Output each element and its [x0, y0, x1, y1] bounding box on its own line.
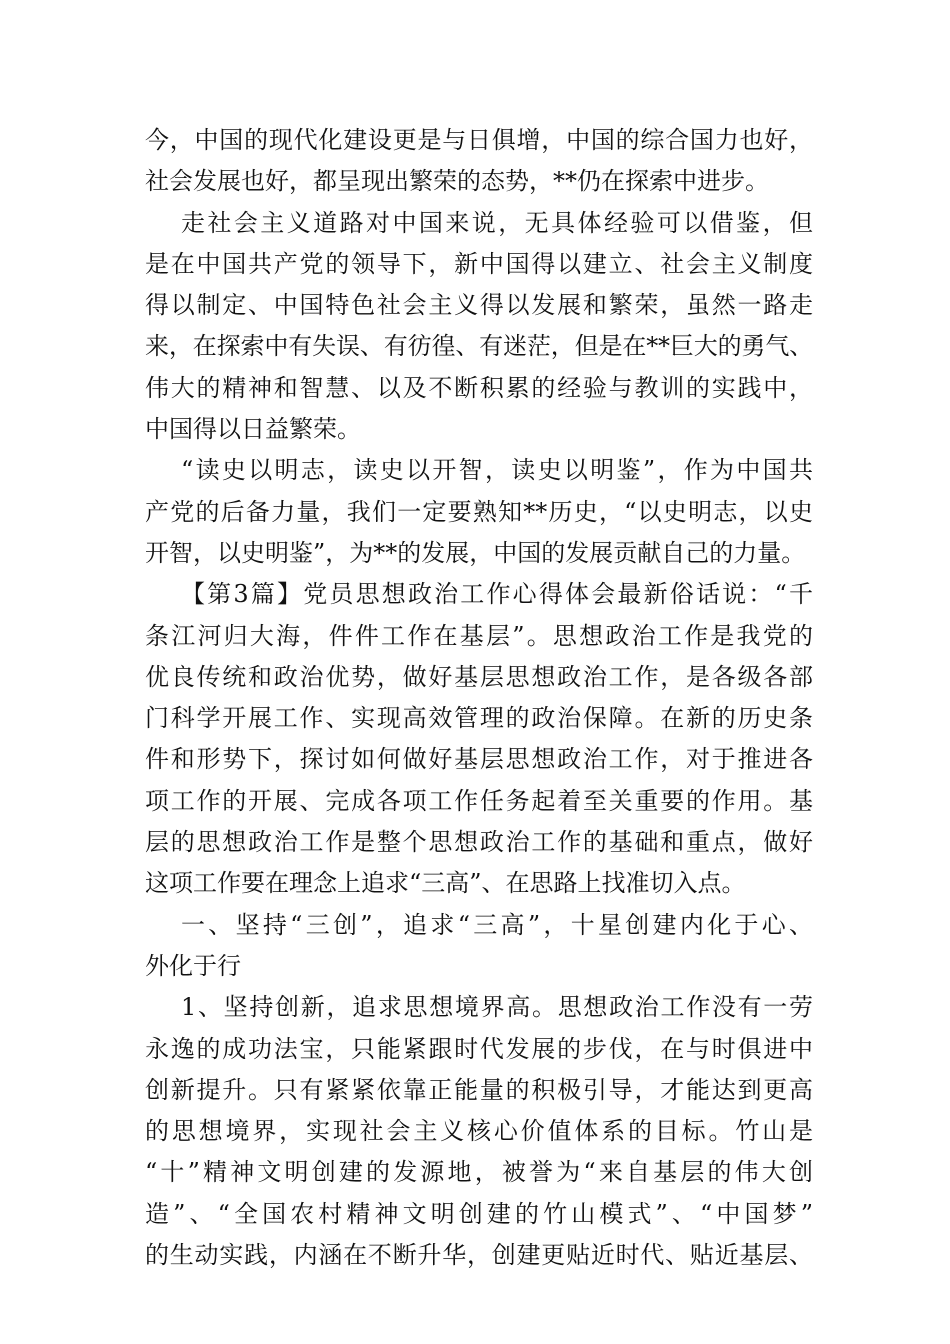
text-line: “十”精神文明创建的发源地，被誉为“来自基层的伟大创: [145, 1158, 813, 1187]
text-line: 开智，以史明鉴”，为**的发展，中国的发展贡献自己的力量。: [145, 538, 806, 567]
text-line: 来，在探索中有失误、有彷徨、有迷茫，但是在**巨大的勇气、: [145, 332, 813, 361]
text-line: 是在中国共产党的领导下，新中国得以建立、社会主义制度: [145, 249, 813, 278]
text-line: 得以制定、中国特色社会主义得以发展和繁荣，虽然一路走: [145, 291, 813, 320]
text-line: 产党的后备力量，我们一定要熟知**历史，“以史明志，以史: [145, 497, 813, 526]
text-line: 优良传统和政治优势，做好基层思想政治工作，是各级各部: [145, 662, 813, 691]
text-line: 的生动实践，内涵在不断升华，创建更贴近时代、贴近基层、: [145, 1241, 813, 1270]
text-line: 社会发展也好，都呈现出繁荣的态势，**仍在探索中进步。: [145, 167, 769, 196]
text-line: 项工作的开展、完成各项工作任务起着至关重要的作用。基: [145, 786, 813, 815]
text-line: 的思想境界，实现社会主义核心价值体系的目标。竹山是: [145, 1117, 813, 1146]
text-line: 1、坚持创新，追求思想境界高。思想政治工作没有一劳: [181, 993, 813, 1022]
text-line: 【第3篇】党员思想政治工作心得体会最新俗话说：“千: [181, 580, 813, 609]
text-line: 今，中国的现代化建设更是与日俱增，中国的综合国力也好，: [145, 126, 813, 154]
document-body: [145, 120, 813, 1276]
text-line: “读史以明志，读史以开智，读史以明鉴”，作为中国共: [181, 456, 813, 485]
text-line: 伟大的精神和智慧、以及不断积累的经验与教训的实践中，: [145, 373, 813, 402]
text-line: 门科学开展工作、实现高效管理的政治保障。在新的历史条: [145, 704, 813, 733]
text-line: 走社会主义道路对中国来说，无具体经验可以借鉴，但: [181, 208, 813, 237]
text-line: 外化于行: [145, 951, 241, 980]
text-line: 条江河归大海，件件工作在基层”。思想政治工作是我党的: [145, 621, 813, 650]
text-line: 件和形势下，探讨如何做好基层思想政治工作，对于推进各: [145, 745, 813, 774]
text-line: 造”、“全国农村精神文明创建的竹山模式”、“中国梦”: [145, 1199, 813, 1228]
text-line: 层的思想政治工作是整个思想政治工作的基础和重点，做好: [145, 828, 813, 857]
text-line: 中国得以日益繁荣。: [145, 415, 361, 444]
text-line: 创新提升。只有紧紧依靠正能量的积极引导，才能达到更高: [145, 1075, 813, 1104]
text-line: 永逸的成功法宝，只能紧跟时代发展的步伐，在与时俱进中: [145, 1034, 813, 1063]
text-line: 这项工作要在理念上追求“三高”、在思路上找准切入点。: [145, 869, 746, 898]
text-line: 一、坚持“三创”，追求“三高”，十星创建内化于心、: [181, 910, 813, 939]
